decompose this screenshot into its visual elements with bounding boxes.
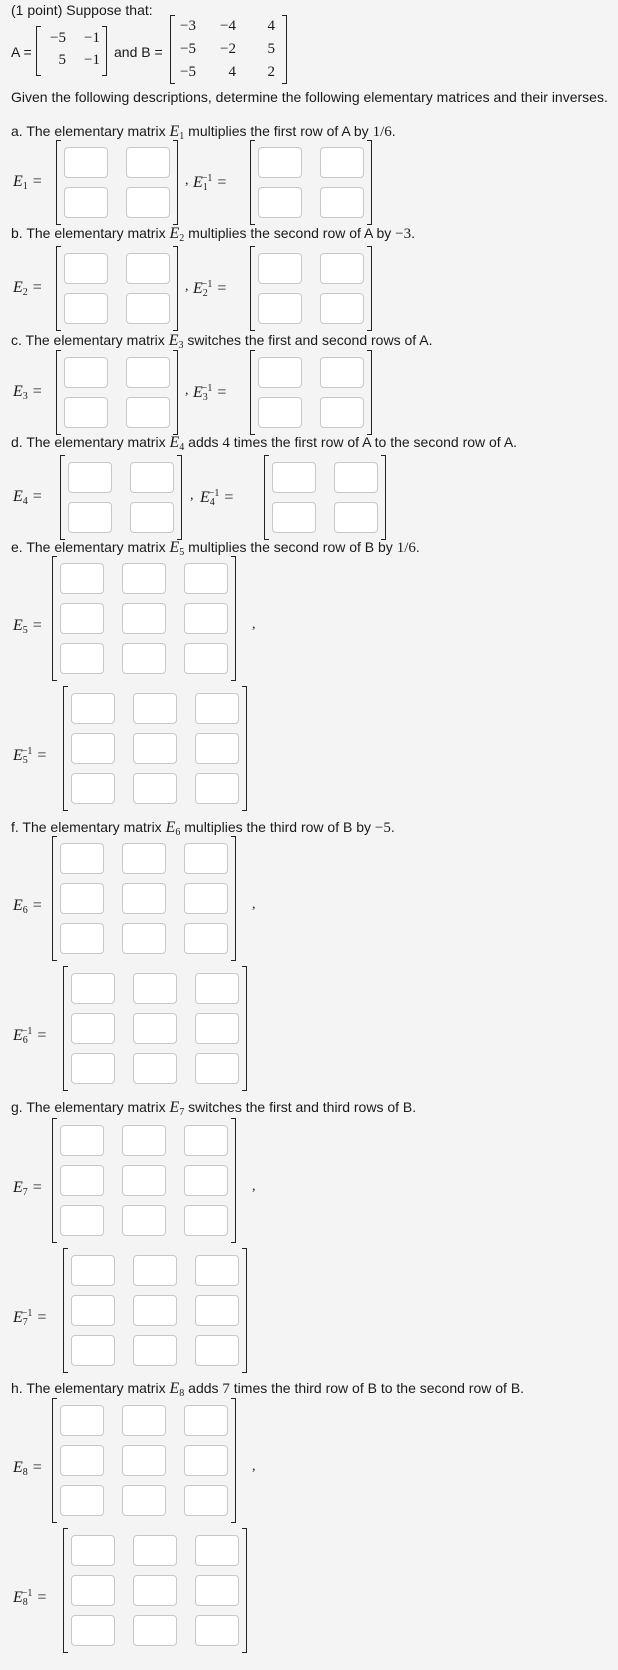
comma-separator: , (252, 617, 256, 632)
e7-inverse-cell-input[interactable] (71, 1255, 115, 1286)
e8-cell-input[interactable] (122, 1405, 166, 1436)
part-a-description: a. The elementary matrix $E_1$ multiplies the first row of A by 1/6. (11, 123, 396, 142)
e7-inverse-cell-input[interactable] (195, 1255, 239, 1286)
comma-separator: , (185, 383, 189, 398)
e4-inverse-cell-input[interactable] (272, 502, 316, 533)
e1-inverse-cell-input[interactable] (320, 147, 364, 178)
matrix-bracket-right (367, 140, 372, 225)
e8-cell-input[interactable] (60, 1485, 104, 1516)
part-b-description: b. The elementary matrix $E_2$ multiplies the second row of A by −3. (11, 225, 416, 244)
matrix-bracket-left (63, 1528, 68, 1653)
e6-inverse-cell-input[interactable] (71, 1053, 115, 1084)
e7-inverse-cell-input[interactable] (133, 1255, 177, 1286)
e4-cell-input[interactable] (68, 462, 112, 493)
e5-cell-input[interactable] (122, 563, 166, 594)
matrix-bracket-left (52, 556, 57, 681)
part-c-description: c. The elementary matrix $E_3$ switches the first and second rows of A. (11, 332, 433, 351)
e8-cell-input[interactable] (122, 1445, 166, 1476)
matrix-bracket-right (242, 686, 247, 811)
e8-label: $E_8$ = (13, 1459, 42, 1478)
e1-label: $E_1$ = (13, 173, 42, 192)
matrix-bracket-right (282, 15, 287, 84)
e7-inverse-cell-input[interactable] (195, 1295, 239, 1326)
e4-cell-input[interactable] (130, 462, 174, 493)
e3-inverse-label: $E_3^{-1}$ = (193, 383, 227, 403)
matrix-bracket-left (63, 966, 68, 1091)
e5-inverse-cell-input[interactable] (195, 733, 239, 764)
e8-inverse-cell-input[interactable] (71, 1535, 115, 1566)
e2-inverse-cell-input[interactable] (258, 293, 302, 324)
matrix-bracket-right (173, 246, 178, 331)
e7-cell-input[interactable] (60, 1165, 104, 1196)
e7-cell-input[interactable] (122, 1205, 166, 1236)
e3-inverse-cell-input[interactable] (258, 397, 302, 428)
matrix-bracket-left (56, 246, 61, 331)
e7-inverse-cell-input[interactable] (71, 1335, 115, 1366)
matrix-bracket-right (381, 455, 386, 540)
matrix-bracket-left (250, 246, 255, 331)
e5-cell-input[interactable] (122, 603, 166, 634)
e2-label: $E_2$ = (13, 279, 42, 298)
e8-cell-input[interactable] (60, 1445, 104, 1476)
e6-cell-input[interactable] (60, 843, 104, 874)
matrix-bracket-left (60, 455, 65, 540)
matrix-bracket-left (52, 1118, 57, 1243)
problem-intro: (1 point) Suppose that: (11, 2, 153, 18)
e7-cell-input[interactable] (122, 1165, 166, 1196)
e2-cell-input[interactable] (126, 293, 170, 324)
e8-inverse-label: $E_8^{-1}$ = (13, 1588, 47, 1608)
e5-cell-input[interactable] (184, 603, 228, 634)
e8-cell-input[interactable] (184, 1485, 228, 1516)
part-e-description: e. The elementary matrix $E_5$ multiplies the second row of B by 1/6. (11, 539, 420, 558)
e1-cell-input[interactable] (126, 187, 170, 218)
matrix-a-cell: 5 (58, 52, 66, 68)
e5-inverse-cell-input[interactable] (71, 773, 115, 804)
e1-cell-input[interactable] (126, 147, 170, 178)
e6-inverse-cell-input[interactable] (133, 1053, 177, 1084)
matrix-bracket-right (231, 556, 236, 681)
matrix-bracket-right (231, 836, 236, 961)
matrix-bracket-right (242, 1248, 247, 1373)
e8-cell-input[interactable] (122, 1485, 166, 1516)
e7-cell-input[interactable] (184, 1165, 228, 1196)
matrix-bracket-right (173, 140, 178, 225)
matrix-bracket-right (231, 1118, 236, 1243)
matrix-b-cell: −2 (220, 41, 236, 57)
comma-separator: , (252, 897, 256, 912)
matrix-a-cell: −1 (84, 52, 100, 68)
matrix-a-label: A = (11, 44, 32, 60)
e8-inverse-cell-input[interactable] (133, 1575, 177, 1606)
e5-inverse-cell-input[interactable] (195, 773, 239, 804)
comma-separator: , (190, 488, 194, 503)
e6-cell-input[interactable] (122, 923, 166, 954)
e4-cell-input[interactable] (130, 502, 174, 533)
e7-cell-input[interactable] (60, 1205, 104, 1236)
e5-cell-input[interactable] (122, 643, 166, 674)
e2-cell-input[interactable] (64, 293, 108, 324)
matrix-b-label: and B = (114, 44, 163, 60)
matrix-bracket-left (56, 350, 61, 435)
part-h-description: h. The elementary matrix $E_8$ adds 7 times the third row of B to the second row of B. (11, 1380, 525, 1399)
e7-cell-input[interactable] (122, 1125, 166, 1156)
e8-cell-input[interactable] (184, 1405, 228, 1436)
e5-inverse-cell-input[interactable] (71, 733, 115, 764)
e1-inverse-label: $E_1^{-1}$ = (193, 173, 227, 193)
e5-cell-input[interactable] (184, 643, 228, 674)
e6-cell-input[interactable] (122, 883, 166, 914)
matrix-bracket-left (250, 350, 255, 435)
part-f-description: f. The elementary matrix $E_6$ multiplies the third row of B by −5. (11, 819, 395, 838)
e2-inverse-label: $E_2^{-1}$ = (193, 279, 227, 299)
matrix-b-cell: 5 (267, 41, 275, 57)
e6-inverse-cell-input[interactable] (133, 973, 177, 1004)
e3-inverse-cell-input[interactable] (320, 357, 364, 388)
e7-cell-input[interactable] (60, 1125, 104, 1156)
matrix-bracket-left (264, 455, 269, 540)
e7-label: $E_7$ = (13, 1179, 42, 1198)
e6-label: $E_6$ = (13, 897, 42, 916)
e4-label: $E_4$ = (13, 488, 42, 507)
e8-inverse-cell-input[interactable] (71, 1615, 115, 1646)
e7-inverse-cell-input[interactable] (195, 1335, 239, 1366)
e5-cell-input[interactable] (60, 643, 104, 674)
e5-cell-input[interactable] (184, 563, 228, 594)
e8-inverse-cell-input[interactable] (133, 1615, 177, 1646)
matrix-b-cell: 4 (228, 64, 236, 80)
e6-inverse-cell-input[interactable] (71, 973, 115, 1004)
matrix-bracket-left (250, 140, 255, 225)
e4-cell-input[interactable] (68, 502, 112, 533)
e4-inverse-cell-input[interactable] (334, 462, 378, 493)
e7-cell-input[interactable] (184, 1205, 228, 1236)
e5-inverse-cell-input[interactable] (133, 773, 177, 804)
matrix-bracket-left (63, 686, 68, 811)
matrix-bracket-left (36, 26, 41, 76)
e7-inverse-cell-input[interactable] (133, 1295, 177, 1326)
matrix-bracket-right (177, 455, 182, 540)
e7-inverse-cell-input[interactable] (133, 1335, 177, 1366)
matrix-a-cell: −1 (84, 30, 100, 46)
matrix-a-cell: −5 (50, 30, 66, 46)
e6-cell-input[interactable] (184, 923, 228, 954)
e5-inverse-cell-input[interactable] (133, 693, 177, 724)
e4-inverse-label: $E_4^{-1}$ = (200, 488, 234, 508)
e6-cell-input[interactable] (60, 883, 104, 914)
matrix-bracket-right (231, 1398, 236, 1523)
part-g-description: g. The elementary matrix $E_7$ switches the first and third rows of B. (11, 1099, 417, 1118)
matrix-b-cell: 4 (267, 18, 275, 34)
e3-cell-input[interactable] (64, 357, 108, 388)
e2-inverse-cell-input[interactable] (258, 253, 302, 284)
matrix-b-cell: −5 (180, 64, 196, 80)
matrix-bracket-right (367, 246, 372, 331)
e3-inverse-cell-input[interactable] (320, 397, 364, 428)
matrix-bracket-left (52, 1398, 57, 1523)
matrix-bracket-left (52, 836, 57, 961)
part-d-description: d. The elementary matrix $E_4$ adds 4 times the first row of A to the second row of A. (11, 434, 518, 453)
comma-separator: , (252, 1459, 256, 1474)
e8-inverse-cell-input[interactable] (195, 1575, 239, 1606)
e6-inverse-cell-input[interactable] (133, 1013, 177, 1044)
e6-inverse-cell-input[interactable] (195, 973, 239, 1004)
e8-cell-input[interactable] (184, 1445, 228, 1476)
comma-separator: , (252, 1179, 256, 1194)
e6-inverse-label: $E_6^{-1}$ = (13, 1026, 47, 1046)
e3-label: $E_3$ = (13, 383, 42, 402)
matrix-b-cell: −4 (220, 18, 236, 34)
e5-inverse-cell-input[interactable] (71, 693, 115, 724)
e3-cell-input[interactable] (64, 397, 108, 428)
e7-cell-input[interactable] (184, 1125, 228, 1156)
e8-inverse-cell-input[interactable] (133, 1535, 177, 1566)
matrix-bracket-right (102, 26, 107, 76)
matrix-bracket-right (173, 350, 178, 435)
e8-inverse-cell-input[interactable] (195, 1535, 239, 1566)
e1-inverse-cell-input[interactable] (320, 187, 364, 218)
e4-inverse-cell-input[interactable] (334, 502, 378, 533)
e5-inverse-cell-input[interactable] (133, 733, 177, 764)
comma-separator: , (185, 173, 189, 188)
e6-inverse-cell-input[interactable] (71, 1013, 115, 1044)
e1-cell-input[interactable] (64, 147, 108, 178)
matrix-bracket-left (56, 140, 61, 225)
e8-cell-input[interactable] (60, 1405, 104, 1436)
e5-cell-input[interactable] (60, 603, 104, 634)
e7-inverse-cell-input[interactable] (71, 1295, 115, 1326)
e1-inverse-cell-input[interactable] (258, 147, 302, 178)
e5-cell-input[interactable] (60, 563, 104, 594)
e2-cell-input[interactable] (126, 253, 170, 284)
e2-inverse-cell-input[interactable] (320, 293, 364, 324)
e5-inverse-label: $E_5^{-1}$ = (13, 746, 47, 766)
e7-inverse-label: $E_7^{-1}$ = (13, 1308, 47, 1328)
e8-inverse-cell-input[interactable] (195, 1615, 239, 1646)
e1-inverse-cell-input[interactable] (258, 187, 302, 218)
matrix-b-cell: 2 (267, 64, 275, 80)
matrix-b-cell: −3 (180, 18, 196, 34)
e6-inverse-cell-input[interactable] (195, 1013, 239, 1044)
e2-inverse-cell-input[interactable] (320, 253, 364, 284)
matrix-bracket-right (242, 1528, 247, 1653)
e2-cell-input[interactable] (64, 253, 108, 284)
e3-cell-input[interactable] (126, 357, 170, 388)
given-text: Given the following descriptions, determine the following elementary matrices and their inverses. (11, 89, 608, 105)
comma-separator: , (185, 279, 189, 294)
e4-inverse-cell-input[interactable] (272, 462, 316, 493)
matrix-bracket-right (367, 350, 372, 435)
e6-cell-input[interactable] (122, 843, 166, 874)
e3-cell-input[interactable] (126, 397, 170, 428)
matrix-b-cell: −5 (180, 41, 196, 57)
e8-inverse-cell-input[interactable] (71, 1575, 115, 1606)
e5-inverse-cell-input[interactable] (195, 693, 239, 724)
e5-label: $E_5$ = (13, 617, 42, 636)
e6-cell-input[interactable] (60, 923, 104, 954)
e6-cell-input[interactable] (184, 843, 228, 874)
e3-inverse-cell-input[interactable] (258, 357, 302, 388)
e6-inverse-cell-input[interactable] (195, 1053, 239, 1084)
matrix-bracket-left (63, 1248, 68, 1373)
matrix-bracket-right (242, 966, 247, 1091)
e6-cell-input[interactable] (184, 883, 228, 914)
e1-cell-input[interactable] (64, 187, 108, 218)
